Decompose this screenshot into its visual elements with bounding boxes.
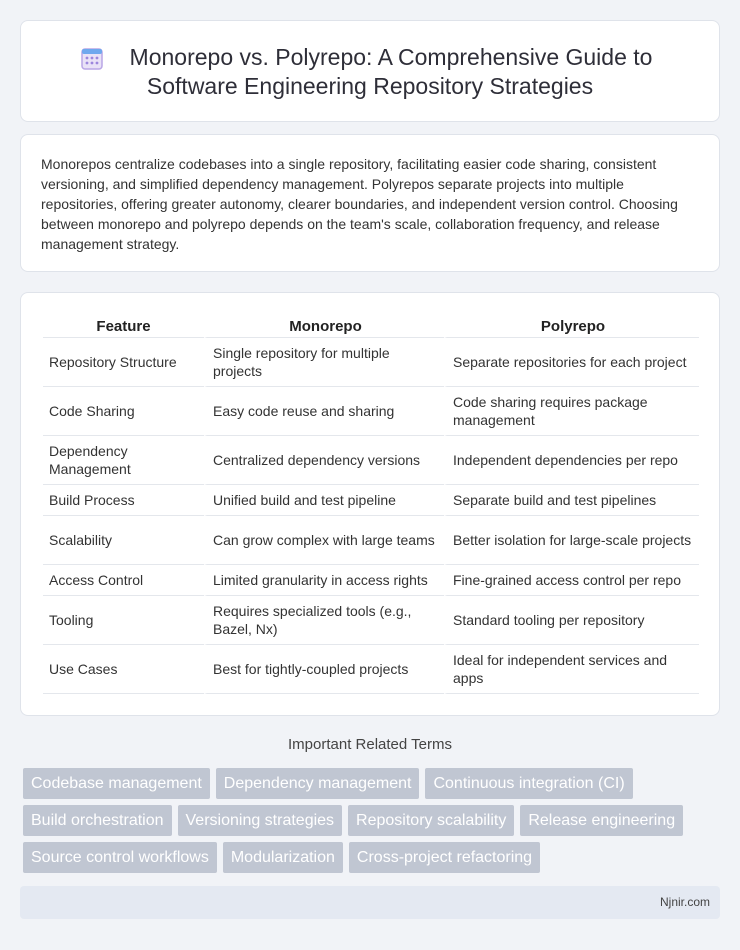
tag-dependency-management[interactable]: Dependency management (216, 768, 420, 799)
cell-polyrepo: Better isolation for large-scale projects (444, 516, 699, 565)
tag-cross-project-refactoring[interactable]: Cross-project refactoring (349, 842, 540, 873)
cell-feature: Access Control (43, 565, 204, 596)
table-header-row (43, 314, 699, 338)
cell-monorepo: Easy code reuse and sharing (204, 387, 444, 436)
tag-continuous-integration[interactable]: Continuous integration (CI) (425, 768, 632, 799)
tag-versioning-strategies[interactable]: Versioning strategies (178, 805, 343, 836)
cell-monorepo: Requires specialized tools (e.g., Bazel, Nx) (204, 596, 444, 645)
comparison-table (43, 314, 699, 694)
table-row (43, 485, 699, 516)
cell-monorepo: Limited granularity in access rights (204, 565, 444, 596)
intro-paragraph: Monorepos centralize codebases into a single repository, facilitating easier code sharing, consistent versioning, and simplified dependency management. Polyrepos separate projects into multiple repositories, offering greater autonomy, clearer boundaries, and independent version control. Choosing between monorepo and polyrepo depends on the team's scale, collaboration frequency, and release management strategy. (41, 156, 678, 252)
cell-feature: Build Process (43, 485, 204, 516)
header-feature: Feature (43, 314, 204, 338)
cell-feature: Dependency Management (43, 436, 204, 485)
cell-polyrepo: Separate build and test pipelines (444, 485, 699, 516)
page-title (21, 43, 719, 101)
table-row (43, 596, 699, 645)
footer-brand[interactable]: Njnir.com (659, 895, 710, 909)
cell-feature: Code Sharing (43, 387, 204, 436)
related-terms-tags (23, 768, 723, 879)
table-row (43, 645, 699, 694)
cell-polyrepo: Ideal for independent services and apps (444, 645, 699, 694)
cell-monorepo: Best for tightly-coupled projects (204, 645, 444, 694)
comparison-card (20, 292, 720, 716)
table-row (43, 565, 699, 596)
tag-row (23, 842, 723, 873)
tag-build-orchestration[interactable]: Build orchestration (23, 805, 172, 836)
cell-polyrepo: Standard tooling per repository (444, 596, 699, 645)
header-card (20, 20, 720, 122)
table-row (43, 516, 699, 565)
cell-feature: Repository Structure (43, 338, 204, 387)
table-row (43, 436, 699, 485)
tag-release-engineering[interactable]: Release engineering (520, 805, 683, 836)
tag-source-control-workflows[interactable]: Source control workflows (23, 842, 217, 873)
cell-monorepo: Unified build and test pipeline (204, 485, 444, 516)
header-monorepo: Monorepo (204, 314, 444, 338)
cell-polyrepo: Separate repositories for each project (444, 338, 699, 387)
table-row (43, 387, 699, 436)
page-title-line2: Software Engineering Repository Strategies (146, 73, 594, 99)
cell-feature: Use Cases (43, 645, 204, 694)
tag-codebase-management[interactable]: Codebase management (23, 768, 210, 799)
related-terms-heading: Important Related Terms (288, 736, 452, 753)
cell-feature: Scalability (43, 516, 204, 565)
cell-monorepo: Single repository for multiple projects (204, 338, 444, 387)
footer (20, 886, 720, 919)
cell-monorepo: Centralized dependency versions (204, 436, 444, 485)
cell-polyrepo: Fine-grained access control per repo (444, 565, 699, 596)
tag-repository-scalability[interactable]: Repository scalability (348, 805, 514, 836)
cell-polyrepo: Code sharing requires package management (444, 387, 699, 436)
table-row (43, 338, 699, 387)
page-title-line1: Monorepo vs. Polyrepo: A Comprehensive Guide to (129, 44, 653, 70)
cell-polyrepo: Independent dependencies per repo (444, 436, 699, 485)
tag-row (23, 805, 723, 836)
cell-monorepo: Can grow complex with large teams (204, 516, 444, 565)
tag-row (23, 768, 723, 799)
intro-card (20, 134, 720, 272)
tag-modularization[interactable]: Modularization (223, 842, 343, 873)
header-polyrepo: Polyrepo (444, 314, 699, 338)
cell-feature: Tooling (43, 596, 204, 645)
